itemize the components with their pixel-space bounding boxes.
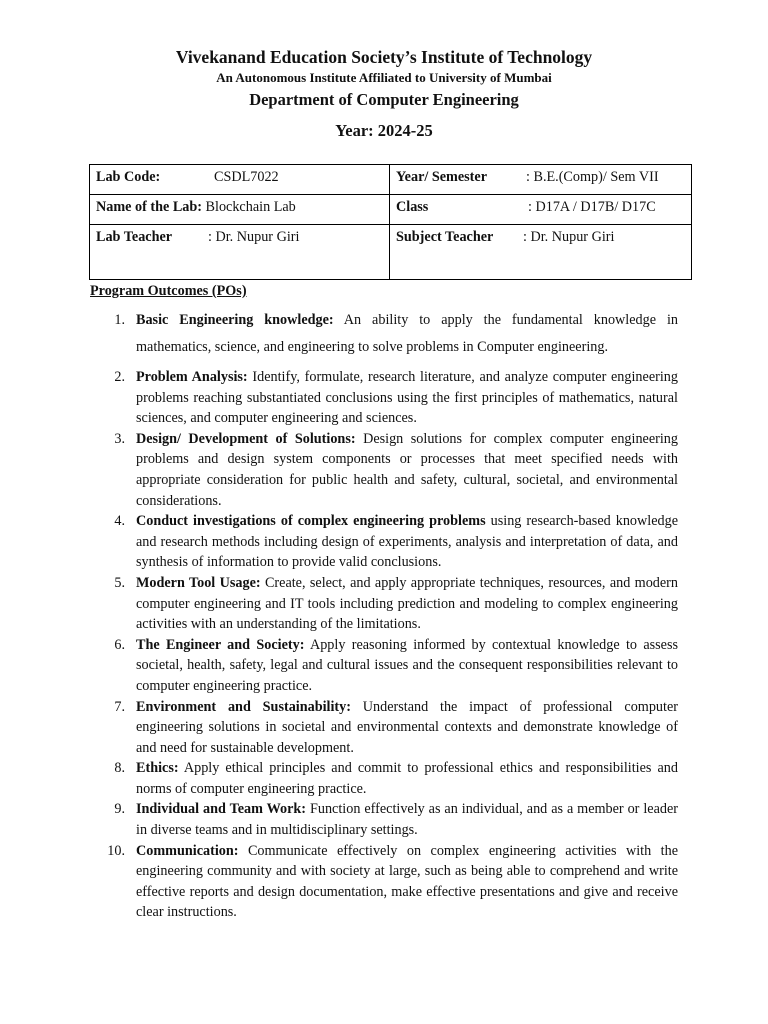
item-number: 9. (114, 801, 125, 818)
list-item (103, 367, 678, 429)
item-title: The Engineer and Society: (136, 636, 305, 653)
item-title: Environment and Sustainability: (136, 698, 351, 715)
list-item (103, 697, 678, 759)
year-semester-value: : B.E.(Comp)/ Sem VII (526, 169, 659, 185)
item-number: 3. (114, 430, 125, 447)
list-item (103, 573, 678, 635)
item-text: Communicate effectively on complex engineering activities with the engineering community and with society at large, such as being able to comprehend and write effective reports and design documentation, make effective presentations and give and receive clear instructions. (136, 842, 678, 921)
item-number: 7. (114, 698, 125, 715)
item-number: 4. (114, 513, 125, 530)
lab-code-label: Lab Code: (96, 169, 161, 185)
class-value: : D17A / D17B/ D17C (528, 199, 656, 215)
table-row (90, 165, 692, 195)
item-text: Understand the impact of professional computer engineering solutions in societal and environmental contexts and demonstrate knowledge of and need for sustainable development. (136, 698, 678, 756)
lab-teacher-value: : Dr. Nupur Giri (208, 229, 300, 245)
table-row (90, 225, 692, 280)
item-number: 2. (114, 369, 125, 385)
lab-info-table (89, 164, 692, 280)
table-row (90, 195, 692, 225)
item-text: Apply reasoning informed by contextual knowledge to assess societal, health, safety, legal and cultural issues and the consequent responsibilities relevant to computer engineering practice. (136, 636, 678, 694)
list-item (103, 758, 678, 799)
lab-teacher-cell (90, 225, 390, 280)
class-label: Class (396, 199, 429, 215)
item-title: Basic Engineering knowledge: (136, 312, 334, 328)
subject-teacher-label: Subject Teacher (396, 229, 494, 245)
subject-teacher-cell (390, 225, 692, 280)
item-number: 8. (114, 760, 125, 777)
item-title: Design/ Development of Solutions: (136, 430, 356, 447)
list-item (103, 841, 678, 923)
list-item (103, 511, 678, 573)
item-title: Modern Tool Usage: (136, 574, 261, 591)
list-item (103, 799, 678, 840)
lab-code-cell (90, 165, 390, 195)
item-title: Individual and Team Work: (136, 801, 307, 818)
item-number: 5. (114, 574, 125, 591)
item-title: Communication: (136, 842, 239, 859)
class-cell (390, 195, 692, 225)
item-text: An ability to apply the fundamental knowledge in mathematics, science, and engineering to solve problems in Computer engineering. (136, 312, 678, 355)
item-number: 6. (114, 636, 125, 653)
lab-name-label: Name of the Lab: (96, 199, 202, 215)
list-item (103, 429, 678, 511)
item-text: Apply ethical principles and commit to professional ethics and responsibilities and norms of computer engineering practice. (136, 760, 678, 797)
item-title: Conduct investigations of complex engineering problems (136, 513, 486, 530)
institute-name: Vivekanand Education Society’s Institute of Technology (175, 47, 593, 67)
lab-name-cell (90, 195, 390, 225)
program-outcomes-list (103, 307, 678, 923)
year-semester-cell (390, 165, 692, 195)
item-text: Identify, formulate, research literature, and analyze computer engineering problems reaching substantiated conclusions using the first principles of mathematics, natural sciences, and computer engineering and sciences. (136, 369, 678, 427)
program-outcomes-title: Program Outcomes (POs) (90, 283, 247, 299)
item-text: using research-based knowledge and research methods including design of experiments, analysis and interpretation of data, and synthesis of information to provide valid conclusions. (136, 513, 678, 571)
list-item (103, 307, 678, 361)
year-semester-label: Year/ Semester (396, 169, 487, 185)
lab-name-value: Blockchain Lab (202, 199, 296, 215)
list-item (103, 635, 678, 697)
lab-teacher-label: Lab Teacher (96, 229, 173, 245)
lab-code-value: CSDL7022 (214, 169, 279, 185)
affiliation-line: An Autonomous Institute Affiliated to University of Mumbai (216, 70, 552, 85)
item-title: Ethics: (136, 760, 179, 777)
item-text: Function effectively as an individual, and as a member or leader in diverse teams and in multidisciplinary settings. (136, 801, 678, 839)
item-number: 1. (114, 312, 125, 328)
item-text: Design solutions for complex computer engineering problems and design system components or processes that meet specified needs with appropriate consideration for public health and safety, cultural, societal, and environmental considerations. (136, 430, 678, 509)
item-title: Problem Analysis: (136, 369, 248, 385)
subject-teacher-value: : Dr. Nupur Giri (523, 229, 615, 245)
academic-year: Year: 2024-25 (335, 121, 433, 140)
item-number: 10. (107, 842, 125, 859)
department-name: Department of Computer Engineering (249, 90, 519, 109)
item-text: Create, select, and apply appropriate techniques, resources, and modern computer engineering and IT tools including prediction and modeling to complex engineering activities with an understanding of the limitations. (136, 574, 678, 633)
